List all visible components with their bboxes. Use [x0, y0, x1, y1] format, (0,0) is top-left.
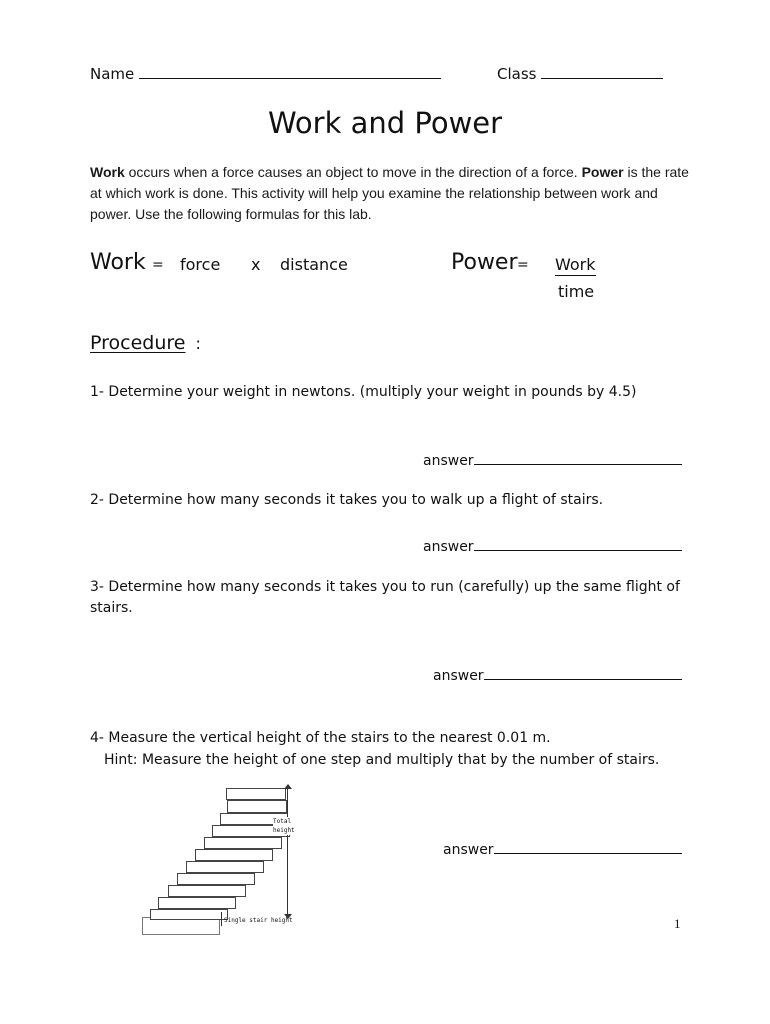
answer-2	[423, 536, 682, 555]
total-height-label-line-2: height	[273, 827, 295, 834]
total-height-arrow-up	[284, 784, 292, 789]
work-formula-label: Work	[90, 250, 146, 275]
answer-3	[433, 665, 682, 684]
answer-4	[443, 839, 682, 858]
step-1: 1- Determine your weight in newtons. (multiply your weight in pounds by 4.5)	[90, 384, 637, 400]
class-input[interactable]	[541, 64, 663, 79]
answer-3-label: answer	[433, 668, 484, 684]
step-3-line-2: stairs.	[90, 600, 133, 616]
work-force: force	[180, 255, 221, 274]
answer-2-label: answer	[423, 539, 474, 555]
staircase-diagram	[130, 780, 310, 940]
answer-1-label: answer	[423, 453, 474, 469]
answer-1	[423, 450, 682, 469]
procedure-heading-text: Procedure	[90, 332, 186, 354]
step-4: 4- Measure the vertical height of the stairs to the nearest 0.01 m.	[90, 730, 551, 746]
single-stair-label: Single stair height	[224, 917, 293, 924]
single-stair-marker	[221, 912, 222, 926]
stair-step	[186, 861, 264, 873]
step-2: 2- Determine how many seconds it takes you to walk up a flight of stairs.	[90, 492, 604, 508]
intro-text-2: is the rate at which work is done. This activity will help you examine the relationship between work and power. Use the following formulas for this lab.	[90, 164, 689, 222]
stair-step	[158, 897, 236, 909]
answer-3-input[interactable]	[484, 665, 682, 680]
name-label: Name	[90, 65, 135, 83]
class-label: Class	[497, 65, 537, 83]
work-distance: distance	[280, 255, 348, 274]
stair-step	[150, 909, 228, 920]
power-eq-sign: =	[517, 257, 529, 273]
total-height-label	[273, 817, 295, 835]
work-eq-sign: =	[152, 257, 164, 273]
power-denominator: time	[558, 282, 595, 301]
stair-step	[204, 837, 282, 849]
answer-4-input[interactable]	[494, 839, 682, 854]
stair-step	[177, 873, 255, 885]
stair-step	[168, 885, 246, 897]
page-title: Work and Power	[267, 106, 503, 140]
answer-1-input[interactable]	[474, 450, 682, 465]
answer-4-label: answer	[443, 842, 494, 858]
total-height-label-line-1: Total	[273, 818, 292, 825]
answer-2-input[interactable]	[474, 536, 682, 551]
name-field	[90, 64, 441, 83]
step-4-hint: Hint: Measure the height of one step and multiply that by the number of stairs.	[104, 752, 660, 768]
power-formula-label: Power	[451, 250, 518, 275]
name-input[interactable]	[139, 64, 441, 79]
total-height-line	[287, 786, 288, 917]
work-times: x	[251, 255, 261, 274]
class-field	[497, 64, 663, 83]
step-3-line-1: 3- Determine how many seconds it takes you to run (carefully) up the same flight of	[90, 579, 680, 595]
stair-step	[227, 800, 287, 813]
intro-work-word: Work	[90, 164, 125, 180]
procedure-heading-colon: :	[195, 334, 201, 353]
stair-step	[195, 849, 273, 861]
procedure-heading	[90, 332, 201, 354]
power-numerator: Work	[555, 255, 596, 274]
intro-power-word: Power	[581, 164, 624, 180]
work-formula	[90, 250, 146, 275]
intro-paragraph	[90, 162, 690, 225]
stair-step	[226, 788, 286, 800]
intro-text-1: occurs when a force causes an object to move in the direction of a force.	[124, 164, 582, 180]
page-number: 1	[674, 916, 681, 931]
